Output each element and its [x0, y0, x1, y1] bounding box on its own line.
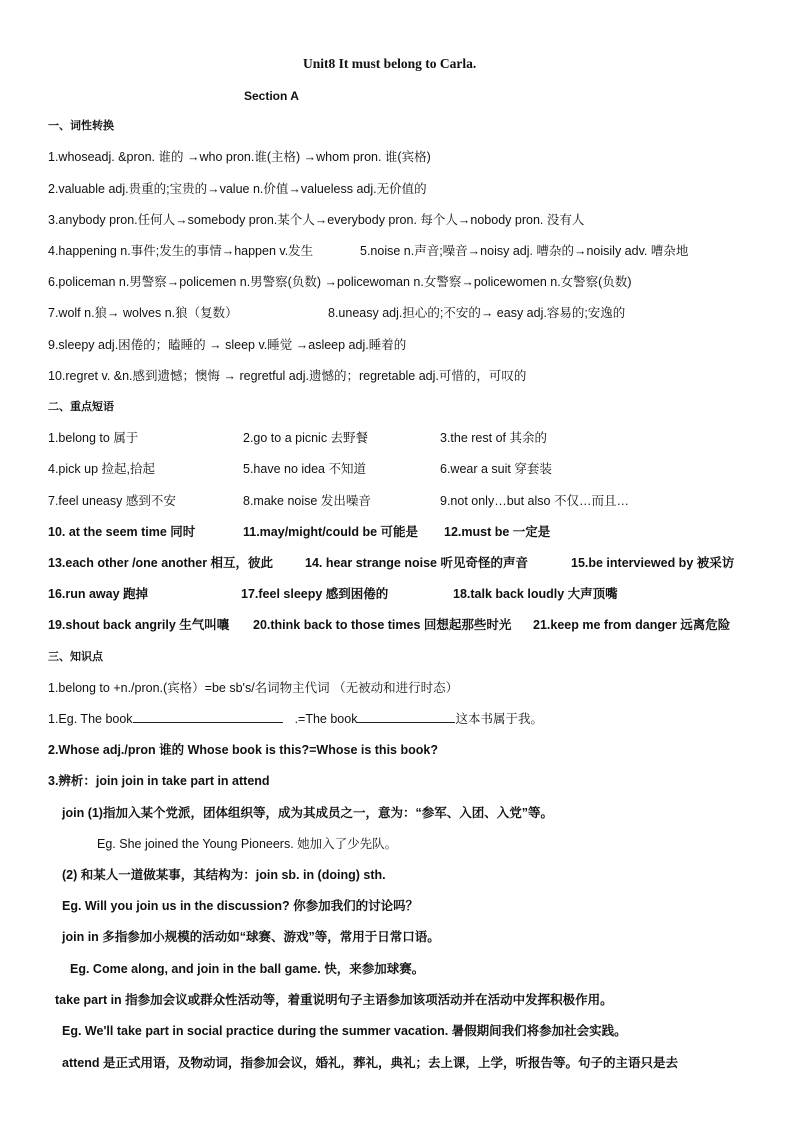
phrase-item: 7.feel uneasy 感到不安	[48, 494, 176, 508]
example-sentence: Eg. She joined the Young Pioneers. 她加入了少先队。	[97, 837, 398, 851]
fill-in-text: .=The book	[294, 712, 358, 726]
fill-in-text: 这本书属于我。	[455, 712, 543, 726]
word-form-line: 1.whoseadj. &pron. 谁的 →who pron.谁(主格) →whom pron. 谁(宾格)	[48, 150, 431, 164]
phrase-item: 9.not only…but also 不仅…而且…	[440, 494, 629, 508]
word-form-line: 9.sleepy adj.困倦的；瞌睡的 → sleep v.睡觉 →asleep adj.睡着的	[48, 338, 407, 352]
example-sentence: Eg. Come along, and join in the ball game. 快，来参加球赛。	[70, 962, 425, 976]
knowledge-line: 3.辨析：join join in take part in attend	[48, 774, 270, 788]
knowledge-line: join (1)指加入某个党派，团体组织等，成为其成员之一，意为：“参军、入团、入党”等。	[62, 806, 553, 820]
knowledge-line: join in 多指参加小规模的活动如“球赛、游戏”等，常用于日常口语。	[62, 930, 440, 944]
word-form-line: 10.regret v. &n.感到遗憾；懊悔 → regretful adj.遗憾的；regretable adj.可惜的，可叹的	[48, 369, 527, 383]
example-sentence: Eg. We'll take part in social practice during the summer vacation. 暑假期间我们将参加社会实践。	[62, 1024, 627, 1038]
phrase-item: 4.pick up 捡起,拾起	[48, 462, 155, 476]
heading-knowledge-points: 三、知识点	[48, 651, 103, 663]
fill-in-text: 1.Eg. The book	[48, 712, 133, 726]
word-form-line: 2.valuable adj.贵重的;宝贵的→value n.价值→valueless adj.无价值的	[48, 182, 427, 196]
phrase-item: 14. hear strange noise 听见奇怪的声音	[305, 556, 528, 570]
knowledge-line: attend 是正式用语，及物动词，指参加会议，婚礼，葬礼，典礼；去上课，上学，听报告等。句子的主语只是去	[62, 1056, 678, 1070]
phrase-item: 18.talk back loudly 大声顶嘴	[453, 587, 618, 601]
phrase-item: 11.may/might/could be 可能是	[243, 525, 419, 539]
phrase-item: 16.run away 跑掉	[48, 587, 149, 601]
word-form-line: 8.uneasy adj.担心的;不安的→ easy adj.容易的;安逸的	[328, 306, 626, 320]
phrase-item: 1.belong to 属于	[48, 431, 139, 445]
phrase-item: 8.make noise 发出噪音	[243, 494, 371, 508]
word-form-line: 5.noise n.声音;噪音→noisy adj. 嘈杂的→noisily adv. 嘈杂地	[360, 244, 689, 258]
phrase-item: 21.keep me from danger 远离危险	[533, 618, 731, 632]
phrase-item: 10. at the seem time 同时	[48, 525, 196, 539]
knowledge-line: take part in 指参加会议或群众性活动等，着重说明句子主语参加该项活动并在活动中发挥积极作用。	[55, 993, 613, 1007]
answer-blank[interactable]	[133, 711, 283, 723]
word-form-line: 3.anybody pron.任何人→somebody pron.某个人→everybody pron. 每个人→nobody pron. 没有人	[48, 213, 585, 227]
phrase-item: 15.be interviewed by 被采访	[571, 556, 735, 570]
heading-key-phrases: 二、重点短语	[48, 401, 114, 413]
answer-blank[interactable]	[357, 711, 455, 723]
word-form-line: 6.policeman n.男警察→policemen n.男警察(负数) →policewoman n.女警察→policewomen n.女警察(负数)	[48, 275, 632, 289]
fill-in-sentence	[48, 711, 543, 727]
word-form-line: 7.wolf n.狼→ wolves n.狼（复数）	[48, 306, 238, 320]
phrase-item: 3.the rest of 其余的	[440, 431, 547, 445]
knowledge-line: 1.belong to +n./pron.(宾格）=be sb's/名词物主代词 （无被动和进行时态）	[48, 681, 459, 695]
phrase-item: 2.go to a picnic 去野餐	[243, 431, 369, 445]
page-title: Unit8 It must belong to Carla.	[303, 56, 477, 71]
phrase-item: 20.think back to those times 回想起那些时光	[253, 618, 512, 632]
heading-word-forms: 一、词性转换	[48, 120, 114, 132]
example-sentence: Eg. Will you join us in the discussion? 你参加我们的讨论吗？	[62, 899, 419, 913]
phrase-item: 17.feel sleepy 感到困倦的	[241, 587, 389, 601]
knowledge-line: 2.Whose adj./pron 谁的 Whose book is this?=Whose is this book?	[48, 743, 438, 757]
phrase-item: 13.each other /one another 相互，彼此	[48, 556, 274, 570]
knowledge-line: (2) 和某人一道做某事，其结构为：join sb. in (doing) sth.	[62, 868, 386, 882]
word-form-line: 4.happening n.事件;发生的事情→happen v.发生	[48, 244, 314, 258]
phrase-item: 19.shout back angrily 生气叫嚷	[48, 618, 230, 632]
section-heading: Section A	[244, 89, 299, 103]
phrase-item: 6.wear a suit 穿套装	[440, 462, 552, 476]
phrase-item: 5.have no idea 不知道	[243, 462, 366, 476]
phrase-item: 12.must be 一定是	[444, 525, 551, 539]
